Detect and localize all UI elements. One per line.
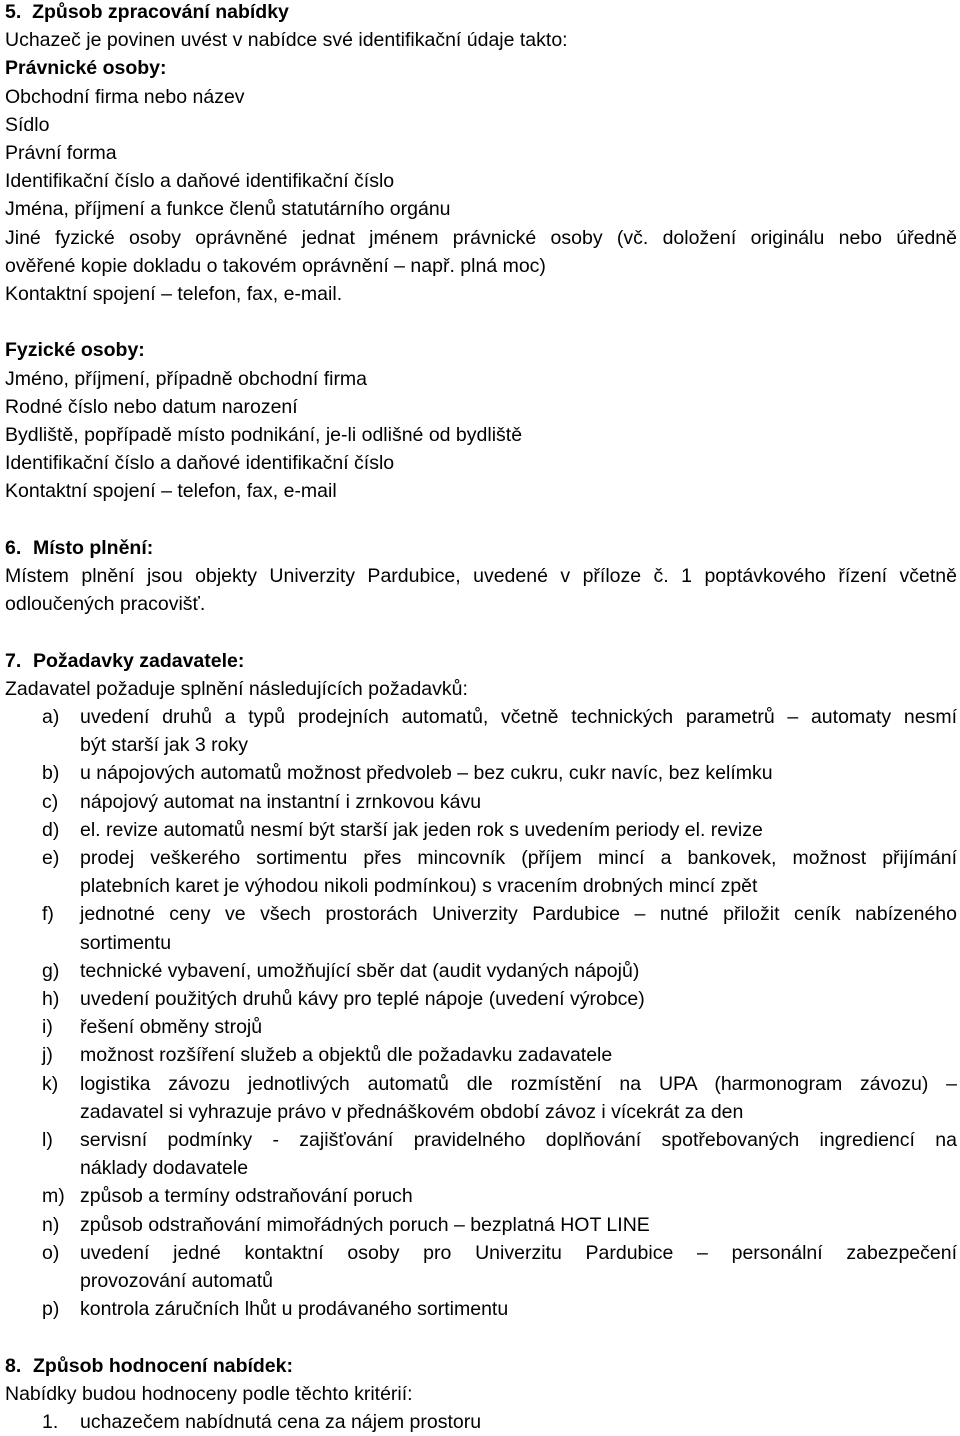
requirement-item xyxy=(5,816,957,844)
requirement-text: kontrola záručních lhůt u prodávaného sortimentu xyxy=(80,1298,509,1321)
requirement-text: servisní podmínky - zajišťování pravidelného doplňování spotřebovaných ingrediencí na xyxy=(80,1129,957,1152)
legal-item: Identifikační číslo a daňové identifikační číslo xyxy=(5,170,395,193)
section-5-heading: 5. Způsob zpracování nabídky xyxy=(5,1,289,23)
section-6-line-2: odloučených pracovišť. xyxy=(5,593,206,616)
requirement-text: prodej veškerého sortimentu přes mincovník (příjem mincí a bankovek, možnost přijímání xyxy=(80,847,957,870)
requirement-text: uvedení druhů a typů prodejních automatů, včetně technických parametrů – automaty nesmí xyxy=(80,706,957,729)
requirement-text: u nápojových automatů možnost předvoleb – bez cukru, cukr navíc, bez kelímku xyxy=(80,762,773,785)
requirement-text: řešení obměny strojů xyxy=(80,1016,263,1039)
natural-item: Jméno, příjmení, případně obchodní firma xyxy=(5,367,368,390)
legal-item: Sídlo xyxy=(5,113,50,136)
requirement-item xyxy=(5,985,957,1013)
section-5-intro: Uchazeč je povinen uvést v nabídce své identifikační údaje takto: xyxy=(5,29,568,52)
section-7-number: 7. xyxy=(5,649,22,672)
requirement-text: způsob a termíny odstraňování poruch xyxy=(80,1185,413,1208)
requirement-text: platebních karet je výhodou nikoli podmínkou) s vracením drobných mincí zpět xyxy=(80,875,758,898)
requirement-item xyxy=(5,1013,957,1041)
requirement-marker: o) xyxy=(42,1241,60,1264)
natural-persons-heading: Fyzické osoby: xyxy=(5,339,145,362)
requirement-item xyxy=(5,1211,957,1239)
requirement-text: jednotné ceny ve všech prostorách Univerzity Pardubice – nutné přiložit ceník nabízeného xyxy=(80,903,957,926)
section-7-heading xyxy=(5,647,957,675)
requirement-text: možnost rozšíření služeb a objektů dle požadavku zadavatele xyxy=(80,1044,613,1067)
requirement-text: uvedení jedné kontaktní osoby pro Univerzitu Pardubice – personální zabezpečení xyxy=(80,1241,957,1264)
requirement-item xyxy=(5,844,957,900)
requirement-item xyxy=(5,1070,957,1126)
requirement-item xyxy=(5,703,957,759)
criterion-marker: 1. xyxy=(42,1411,59,1434)
requirement-item xyxy=(5,1126,957,1182)
requirement-marker: a) xyxy=(42,706,60,729)
requirement-text: technické vybavení, umožňující sběr dat (audit vydaných nápojů) xyxy=(80,959,640,982)
legal-paragraph-line-2: ověřené kopie dokladu o takovém oprávnění – např. plná moc) xyxy=(5,254,546,277)
requirement-text: uvedení použitých druhů kávy pro teplé nápoje (uvedení výrobce) xyxy=(80,988,645,1011)
section-6-title: Místo plnění: xyxy=(33,536,154,559)
natural-item: Bydliště, popřípadě místo podnikání, je-li odlišné od bydliště xyxy=(5,424,523,447)
requirement-marker: b) xyxy=(42,762,60,785)
document-page xyxy=(5,0,957,1436)
requirement-item xyxy=(5,957,957,985)
legal-item: Právní forma xyxy=(5,142,117,165)
natural-item: Kontaktní spojení – telefon, fax, e-mail xyxy=(5,480,337,503)
legal-persons-heading: Právnické osoby: xyxy=(5,57,167,80)
requirement-text: sortimentu xyxy=(80,931,172,954)
requirement-marker: h) xyxy=(42,988,60,1011)
legal-item: Obchodní firma nebo název xyxy=(5,85,245,108)
legal-paragraph-line-1: Jiné fyzické osoby oprávněné jednat jménem právnické osoby (vč. doložení originálu nebo úředně xyxy=(5,226,957,249)
requirement-text: provozování automatů xyxy=(80,1270,273,1293)
requirement-marker: e) xyxy=(42,847,60,870)
natural-item: Rodné číslo nebo datum narození xyxy=(5,395,298,418)
requirement-marker: l) xyxy=(42,1129,53,1152)
section-7-intro: Zadavatel požaduje splnění následujících požadavků: xyxy=(5,677,468,700)
requirement-marker: j) xyxy=(42,1044,53,1067)
requirement-marker: c) xyxy=(42,790,59,813)
requirement-text: nápojový automat na instantní i zrnkovou kávu xyxy=(80,790,482,813)
legal-contact: Kontaktní spojení – telefon, fax, e-mail. xyxy=(5,283,343,306)
requirement-item xyxy=(5,1041,957,1069)
requirement-item xyxy=(5,788,957,816)
requirement-text: zadavatel si vyhrazuje právo v přednáškovém období závoz i vícekrát za den xyxy=(80,1100,744,1123)
requirement-marker: g) xyxy=(42,959,60,982)
section-6-number: 6. xyxy=(5,536,22,559)
section-6-heading xyxy=(5,534,957,562)
section-8-heading xyxy=(5,1352,957,1380)
criteria-list xyxy=(5,1408,957,1436)
requirement-item xyxy=(5,900,957,956)
requirement-item xyxy=(5,1239,957,1295)
requirement-text: způsob odstraňování mimořádných poruch – bezplatná HOT LINE xyxy=(80,1213,650,1236)
requirement-text: el. revize automatů nesmí být starší jak jeden rok s uvedením periody el. revize xyxy=(80,818,763,841)
section-7-title: Požadavky zadavatele: xyxy=(33,649,245,672)
criterion-item xyxy=(5,1408,957,1436)
requirement-marker: d) xyxy=(42,818,60,841)
legal-item: Jména, příjmení a funkce členů statutárního orgánu xyxy=(5,198,451,221)
section-8-intro: Nabídky budou hodnoceny podle těchto kritérií: xyxy=(5,1382,413,1405)
requirement-text: náklady dodavatele xyxy=(80,1157,249,1180)
requirement-item xyxy=(5,1182,957,1210)
requirement-marker: m) xyxy=(42,1185,65,1208)
requirement-text: logistika závozu jednotlivých automatů dle rozmístění na UPA (harmonogram závozu) – xyxy=(80,1072,957,1095)
requirement-marker: n) xyxy=(42,1213,60,1236)
requirement-item xyxy=(5,759,957,787)
section-8-title: Způsob hodnocení nabídek: xyxy=(33,1354,293,1377)
requirement-marker: k) xyxy=(42,1072,59,1095)
requirement-marker: f) xyxy=(42,903,54,926)
requirement-marker: i) xyxy=(42,1016,53,1039)
natural-item: Identifikační číslo a daňové identifikační číslo xyxy=(5,452,395,475)
requirement-text: být starší jak 3 roky xyxy=(80,734,248,757)
requirements-list xyxy=(5,703,957,1323)
requirement-marker: p) xyxy=(42,1298,60,1321)
section-8-number: 8. xyxy=(5,1354,22,1377)
requirement-item xyxy=(5,1295,957,1323)
section-6-line-1: Místem plnění jsou objekty Univerzity Pardubice, uvedené v příloze č. 1 poptávkového řízení včetně xyxy=(5,565,957,588)
criterion-text: uchazečem nabídnutá cena za nájem prostoru xyxy=(80,1411,482,1434)
